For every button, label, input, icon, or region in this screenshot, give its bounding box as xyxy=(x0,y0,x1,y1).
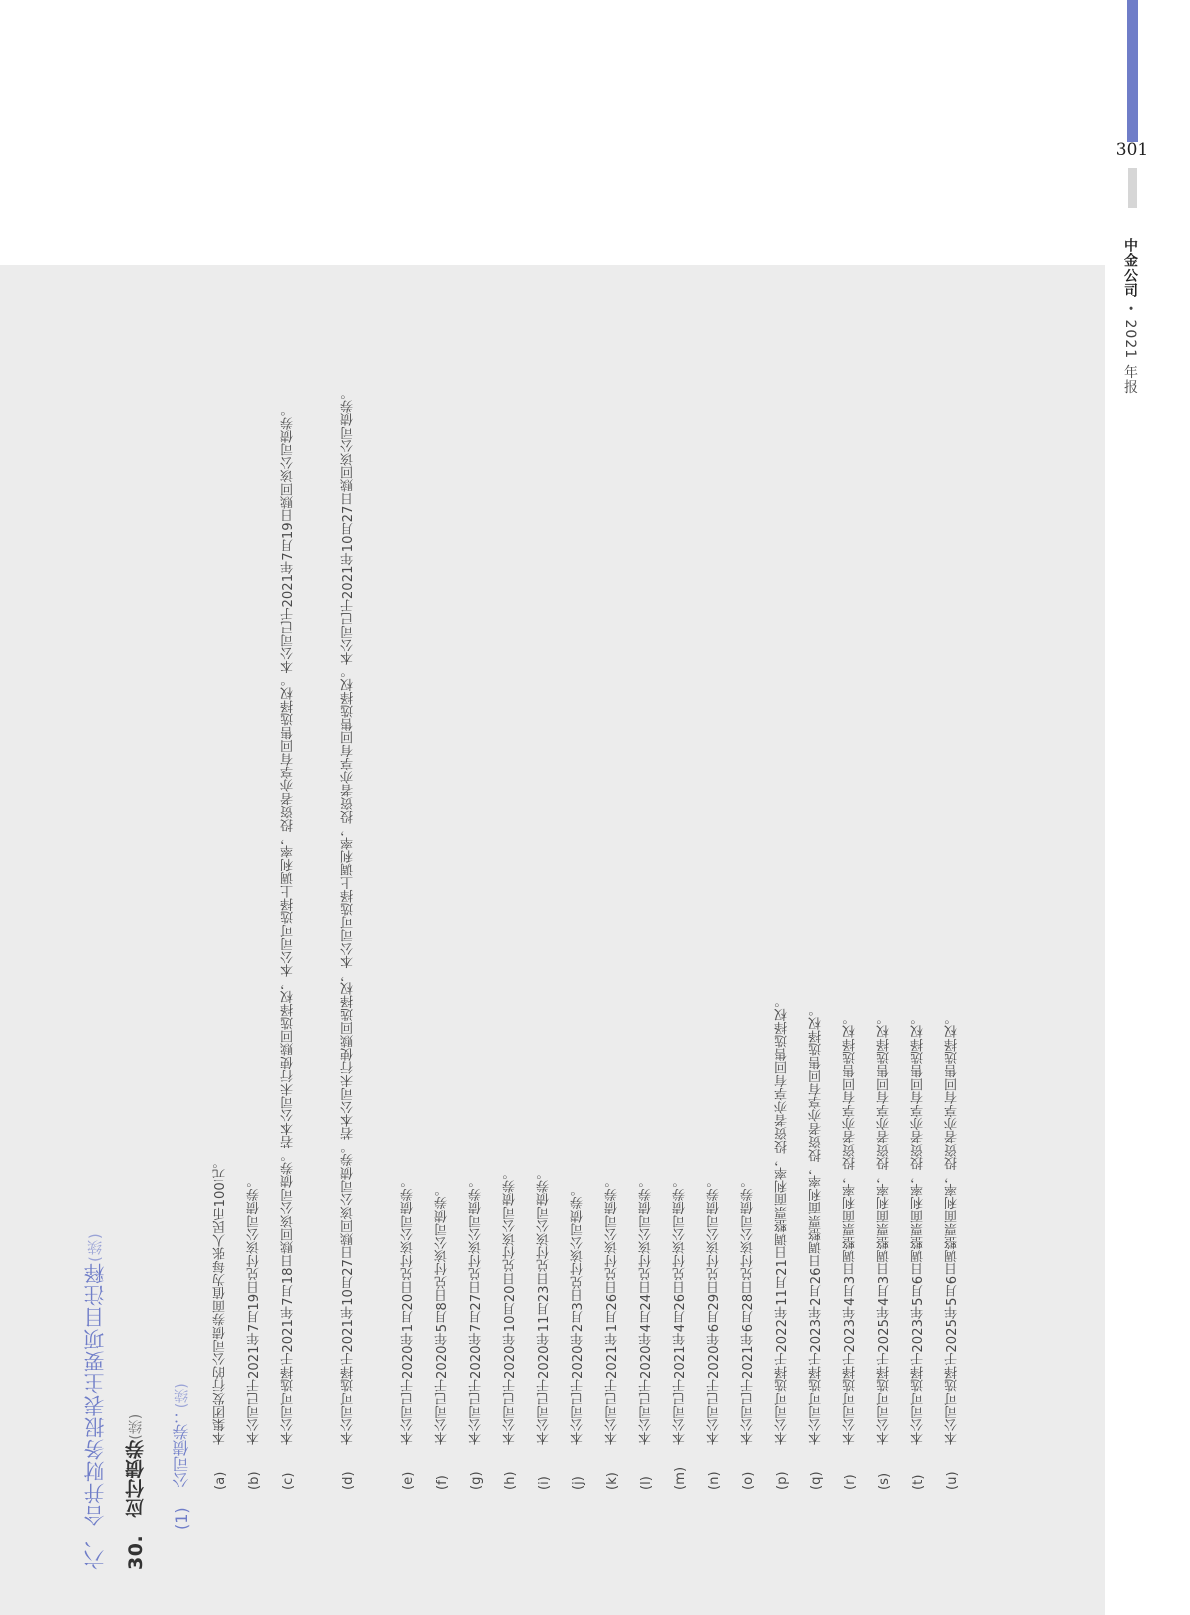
note-title-text: 应付债券 xyxy=(125,1439,147,1518)
company-name: 中金公司 xyxy=(1122,238,1138,298)
list-item: (k) 本公司已于2021年1月26日兑付该公司债券。 xyxy=(604,275,638,1570)
list-item: (p) 本公司可选择于2022年11月21日调整票面利率，投资者亦享有回售选择权。 xyxy=(774,275,808,1570)
list-item: (o) 本公司已于2021年6月28日兑付该公司债券。 xyxy=(740,275,774,1570)
header-divider-bar xyxy=(1128,168,1137,208)
item-text: 本公司已于2020年1月20日兑付该公司债券。 xyxy=(401,1175,416,1445)
list-item: (e) 本公司已于2020年1月20日兑付该公司债券。 xyxy=(400,275,434,1570)
list-item: (c) 本公司可选择于2021年7月18日赎回该公司债券。若本公司未行使赎回选择权，本公司可选择上调利率，投资者亦享有回售选择权。本公司已于2021年7月19日赎回该公司债券。 xyxy=(280,275,340,1570)
item-text: 本公司已于2020年11月23日兑付该公司债券。 xyxy=(537,1166,552,1445)
list-item: (i) 本公司已于2020年11月23日兑付该公司债券。 xyxy=(536,275,570,1570)
list-item: (g) 本公司已于2020年7月27日兑付该公司债券。 xyxy=(468,275,502,1570)
item-text: 本公司已于2021年1月26日兑付该公司债券。 xyxy=(605,1175,620,1445)
header-accent-bar xyxy=(1127,0,1138,142)
item-text: 本公司可选择于2023年4月3日调整票面利率，投资者亦享有回售选择权。 xyxy=(843,1011,858,1445)
item-text: 本公司可选择于2021年7月18日赎回该公司债券。若本公司未行使赎回选择权，本公司可选择上调利率，投资者亦享有回售选择权。本公司已于2021年7月19日赎回该公司债券。 xyxy=(281,403,296,1445)
item-text: 本公司已于2020年10月20日兑付该公司债券。 xyxy=(503,1166,518,1445)
list-item: (h) 本公司已于2020年10月20日兑付该公司债券。 xyxy=(502,275,536,1570)
section-title-text: 六、合并财务报表主要项目注释 xyxy=(83,1262,107,1570)
list-item: (a) 本集团发行的公司债券面值为每张人民币100元。 xyxy=(212,275,246,1570)
item-text: 本集团发行的公司债券面值为每张人民币100元。 xyxy=(213,1155,228,1445)
note-continued: (续) xyxy=(128,1413,144,1440)
list-item: (n) 本公司已于2020年6月29日兑付该公司债券。 xyxy=(706,275,740,1570)
item-text: 本公司可选择于2025年4月3日调整票面利率，投资者亦享有回售选择权。 xyxy=(877,1011,892,1445)
item-text: 本公司已于2021年6月28日兑付该公司债券。 xyxy=(741,1175,756,1445)
item-text: 本公司已于2020年5月8日兑付该公司债券。 xyxy=(435,1183,450,1445)
item-text: 本公司可选择于2023年5月6日调整票面利率，投资者亦享有回售选择权。 xyxy=(911,1011,926,1445)
item-text: 本公司已于2020年6月29日兑付该公司债券。 xyxy=(707,1175,722,1445)
subsection-number: (1) xyxy=(172,1507,191,1530)
list-item: (j) 本公司已于2020年2月3日兑付该公司债券。 xyxy=(570,275,604,1570)
report-name: 2021 年报 xyxy=(1122,319,1138,395)
note-title xyxy=(122,275,164,1570)
subsection-title-text: 公司债券： xyxy=(172,1408,191,1489)
page-number: 301 xyxy=(1115,140,1149,160)
list-item: (t) 本公司可选择于2023年5月6日调整票面利率，投资者亦享有回售选择权。 xyxy=(910,275,944,1570)
subsection-continued: (续) xyxy=(174,1383,190,1409)
list-item: (b) 本公司已于2021年7月19日兑付该公司债券。 xyxy=(246,275,280,1570)
list-item: (d) 本公司可选择于2021年10月27日赎回该公司债券。若本公司未行使赎回选择权，本公司可选择上调利率，投资者亦享有回售选择权。本公司已于2021年10月27日赎回该公司债券。 xyxy=(340,275,400,1570)
list-item: (r) 本公司可选择于2023年4月3日调整票面利率，投资者亦享有回售选择权。 xyxy=(842,275,876,1570)
item-text: 本公司已于2021年7月19日兑付该公司债券。 xyxy=(247,1175,262,1445)
list-item: (u) 本公司可选择于2025年5月6日调整票面利率，投资者亦享有回售选择权。 xyxy=(944,275,978,1570)
item-text: 本公司已于2021年4月26日兑付该公司债券。 xyxy=(673,1175,688,1445)
header-separator: • xyxy=(1124,305,1137,313)
rotated-page-content xyxy=(80,275,1020,1570)
item-text: 本公司可选择于2025年5月6日调整票面利率，投资者亦享有回售选择权。 xyxy=(945,1011,960,1445)
item-text: 本公司可选择于2021年10月27日赎回该公司债券。若本公司未行使赎回选择权，本公司可选择上调利率，投资者亦享有回售选择权。本公司已于2021年10月27日赎回该公司债券。 xyxy=(341,386,356,1445)
list-item: (l) 本公司已于2020年4月24日兑付该公司债券。 xyxy=(638,275,672,1570)
note-number: 30. xyxy=(125,1534,147,1570)
section-continued: (续) xyxy=(86,1232,104,1262)
item-text: 本公司可选择于2023年2月26日调整票面利率，投资者亦享有回售选择权。 xyxy=(809,1003,824,1445)
item-text: 本公司已于2020年4月24日兑付该公司债券。 xyxy=(639,1175,654,1445)
list-item: (q) 本公司可选择于2023年2月26日调整票面利率，投资者亦享有回售选择权。 xyxy=(808,275,842,1570)
item-text: 本公司已于2020年2月3日兑付该公司债券。 xyxy=(571,1183,586,1445)
list-item: (m) 本公司已于2021年4月26日兑付该公司债券。 xyxy=(672,275,706,1570)
subsection-title xyxy=(170,275,210,1570)
list-item: (s) 本公司可选择于2025年4月3日调整票面利率，投资者亦享有回售选择权。 xyxy=(876,275,910,1570)
item-text: 本公司可选择于2022年11月21日调整票面利率，投资者亦享有回售选择权。 xyxy=(775,995,790,1445)
list-item: (f) 本公司已于2020年5月8日兑付该公司债券。 xyxy=(434,275,468,1570)
item-text: 本公司已于2020年7月27日兑付该公司债券。 xyxy=(469,1175,484,1445)
running-header xyxy=(1120,238,1140,395)
section-title xyxy=(80,275,122,1570)
